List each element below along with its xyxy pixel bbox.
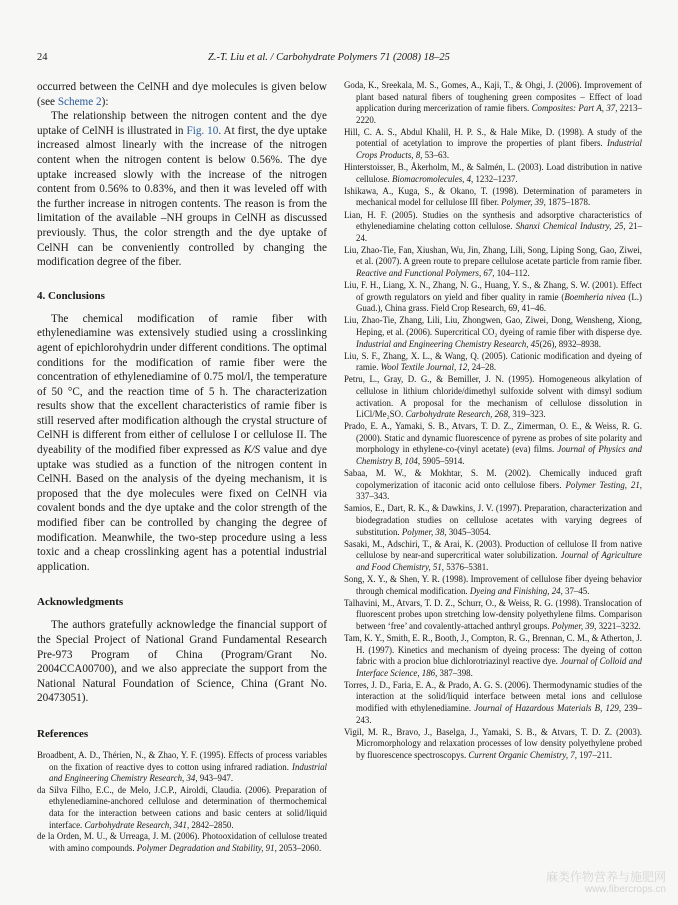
reference-item: Torres, J. D., Faria, E. A., & Prado, A. G. S. (2006). Thermodynamic studies of the interaction at the solid/liquid interface between metal ions and cellulose modified with ethylenediamine. Journal of Hazardous Materials B, 129, 239–243. — [344, 679, 642, 725]
reference-item: Liu, Zhao-Tie, Zhang, Lili, Liu, Zhongwen, Gao, Ziwei, Dong, Wensheng, Xiong, Heping, et al. (2006). Supercritical CO₂ dyeing of ramie fiber with disperse dye. Industrial and Engineering Chemistry Research, 45(26), 8932–8938. — [344, 315, 642, 349]
reference-item: Petru, L., Gray, D. G., & Bemiller, J. N. (1995). Homogeneous alkylation of cellulose in lithium chloride/dimethyl sulfoxide solvent with dimsyl sodium activation. A proposal for the mechanism of cellulose dissolution in LiCl/Me₂SO. Carbohydrate Research, 268, 319–323. — [344, 374, 642, 420]
scheme-2-link[interactable]: Scheme 2 — [57, 95, 102, 108]
reference-item: Song, X. Y., & Shen, Y. R. (1998). Improvement of cellulose fiber dyeing behavior through chemical modification. Dyeing and Finishing, 24, 37–45. — [344, 573, 642, 596]
references-heading: References — [37, 727, 89, 740]
paragraph-scheme-intro: occurred between the CelNH and dye molecules is given below (see Scheme 2): — [37, 81, 327, 108]
reference-item: Liu, Zhao-Tie, Fan, Xiushan, Wu, Jin, Zhang, Lili, Song, Liping Song, Gao, Ziwei, et al. (2007). A green route to prepare cellulose acetate particle from ramie fiber. Reactive and Functional Polymers, 67, 104–112. — [344, 244, 642, 278]
reference-item: Vigil, M. R., Bravo, J., Baselga, J., Yamaki, S. B., & Atvars, T. D. Z. (2003). Micromorphology and relaxation processes of low density polyethylene probed by fluorescence spectroscopys. Current Organic Chemistry, 7, 197–211. — [344, 726, 642, 760]
watermark-chinese-text: 麻类作物营养与施肥网 — [545, 870, 666, 884]
page-number: 24 — [37, 52, 48, 63]
reference-item: Hill, C. A. S., Abdul Khalil, H. P. S., & Hale Mike, D. (1998). A study of the potential of acetylation to improve the properties of plant fibers. Industrial Crops Products, 8, 53–63. — [344, 126, 642, 161]
references-list-left — [37, 750, 327, 854]
reference-item: Sabaa, M. W., & Mokhtar, S. M. (2002). Chemically induced graft copolymerization of itaconic acid onto cellulose fibers. Polymer Testing, 21, 337–343. — [344, 468, 642, 502]
reference-item: da Silva Filho, E.C., de Melo, J.C.P., Airoldi, Claudia. (2006). Preparation of ethylenediamine-anchored cellulose and determination of thermochemical data for the interaction between cations and basic centers at solid/liquid interface. Carbohydrate Research, 341, 2842–2850. — [37, 784, 327, 830]
watermark-url: www.fibercrops.cn — [584, 884, 666, 895]
reference-item: Liu, S. F., Zhang, X. L., & Wang, Q. (2005). Cationic modification and dyeing of ramie. Wool Textile Journal, 12, 24–28. — [344, 350, 642, 373]
running-head: Z.-T. Liu et al. / Carbohydrate Polymers 71 (2008) 18–25 — [208, 52, 450, 63]
reference-item: Hinterstoisser, B., Åkerholm, M., & Salmén, L. (2003). Load distribution in native cellulose. Biomacromolecules, 4, 1232–1237. — [344, 162, 642, 184]
reference-item: Goda, K., Sreekala, M. S., Gomes, A., Kaji, T., & Ohgi, J. (2006). Improvement of plant based natural fibers of toughening green composites – Effect of load application during mercerization of ramie fibers. Composites: Part A, 37, 2213–2220. — [344, 80, 642, 125]
paragraph-conclusions: The chemical modification of ramie fiber with ethylenediamine was extensively studied using a crosslinking agent of epichlorohydrin under different conditions. The optimal conditions for the modification of ramie fiber were the concentration of ethylenediamine of 0.75 mol/l, the temperature of 50 °C, and the reaction time of 5 h. The characterization results show that the excellent characteristics of ramie fiber is still reserved after modification although the crystal structure of CelNH is different from either of cellulose I or cellulose II. The dyeability of the modified fiber expressed as K/S value and dye uptake was studied as a function of the nitrogen content in CelNH. Based on the analysis of the dyeing mechanism, it is proposed that the dye molecules were fixed on CelNH via covalent bonds and the dye uptake and the color strength of the modified fiber can be controlled by changing the degree of modification. Meanwhile, the two-step procedure using a less toxic and a cheap crosslinking agent has a potential industrial application. — [37, 312, 327, 573]
reference-item: de la Orden, M. U., & Urreaga, J. M. (2006). Photooxidation of cellulose treated with amino compounds. Polymer Degradation and Stability, 91, 2053–2060. — [37, 831, 327, 853]
reference-item: Prado, E. A., Yamaki, S. B., Atvars, T. D. Z., Zimerman, O. E., & Weiss, R. G. (2000). Static and dynamic fluorescence of pyrene as probes of site polarity and morphology in ethylene-co-(vinyl acetate) (eva) films. Journal of Physics and Chemistry B, 104, 5905–5914. — [344, 421, 642, 466]
reference-item: Liu, F. H., Liang, X. N., Zhang, N. G., Huang, Y. S., & Zhang, S. W. (2001). Effect of growth regulators on yield and fiber quality in ramie (Boemheria nivea (L.) Guad.), China grass. Field Crop Research, 69, 41–46. — [344, 280, 642, 314]
reference-item: Lian, H. F. (2005). Studies on the synthesis and adsorptive characteristics of ethylenediamine chelating cotton cellulose. Shanxi Chemical Industry, 25, 21–24. — [344, 209, 643, 243]
acknowledgments-heading: Acknowledgments — [37, 596, 124, 609]
watermark — [516, 871, 666, 897]
conclusions-heading: 4. Conclusions — [37, 289, 105, 302]
left-column — [37, 80, 327, 854]
reference-item: Tam, K. Y., Smith, E. R., Booth, J., Compton, R. G., Brennan, C. M., & Atherton, J. H. (1997). Kinetics and mechanism of dyeing process: The dyeing of cotton fabric with a procion blue dichlorotriazinyl reactive dye. Journal of Colloid and Interface Science, 186, 387–398. — [344, 632, 642, 678]
reference-item: Samios, E., Dart, R. K., & Dawkins, J. V. (1997). Preparation, characterization and biodegradation studies on cellulose acetates with varying degrees of substitution. Polymer, 38, 3045–3054. — [344, 503, 642, 537]
reference-item: Sasaki, M., Adschiri, T., & Arai, K. (2003). Production of cellulose II from native cellulose by near-and supercritical water solubilization. Journal of Agriculture and Food Chemistry, 51, 5376–5381. — [344, 538, 642, 572]
fig-10-link[interactable]: Fig. 10 — [186, 124, 219, 137]
reference-item: Broadbent, A. D., Thérien, N., & Zhao, Y. F. (1995). Effects of process variables on the fixation of reactive dyes to cotton using infrared radiation. Industrial and Engineering Chemistry Research, 34, 943–947. — [37, 749, 327, 784]
paragraph-acknowledgments: The authors gratefully acknowledge the financial support of the Special Project of National Grand Fundamental Research Pre-973 Program of China (Program/Grant No. 2004CCA00700), and we also appreciate the support from the National Natural Foundation of Science, China (Grant No. 20473051). — [37, 619, 327, 705]
reference-item: Ishikawa, A., Kuga, S., & Okano, T. (1998). Determination of parameters in mechanical model for cellulose III fiber. Polymer, 39, 1875–1878. — [344, 185, 642, 208]
paragraph-nitrogen-relationship: The relationship between the nitrogen content and the dye uptake of CelNH is illustrated in Fig. 10. At first, the dye uptake increased almost linearly with the increase of the nitrogen content when the nitrogen content is below 0.56%. The dye uptake increased slowly with the increase of the nitrogen content from 0.56% to 0.83%, and then it was leveled off with the further increase in nitrogen contents. The reason is from the limitation of the available –NH groups in CelNH as discussed previously. Thus, the color strength and the dye uptake of CelNH can be conveniently controlled by changing the modification degree of the fiber. — [37, 110, 327, 269]
right-column — [344, 80, 642, 762]
reference-item: Talhavini, M., Atvars, T. D. Z., Schurr, O., & Weiss, R. G. (1998). Translocation of fluorescent probes upon stretching low-density polyethylene films. Comparison between ‘free’ and covalently-attached anthryl groups. Polymer, 39, 3221–3232. — [344, 597, 642, 631]
